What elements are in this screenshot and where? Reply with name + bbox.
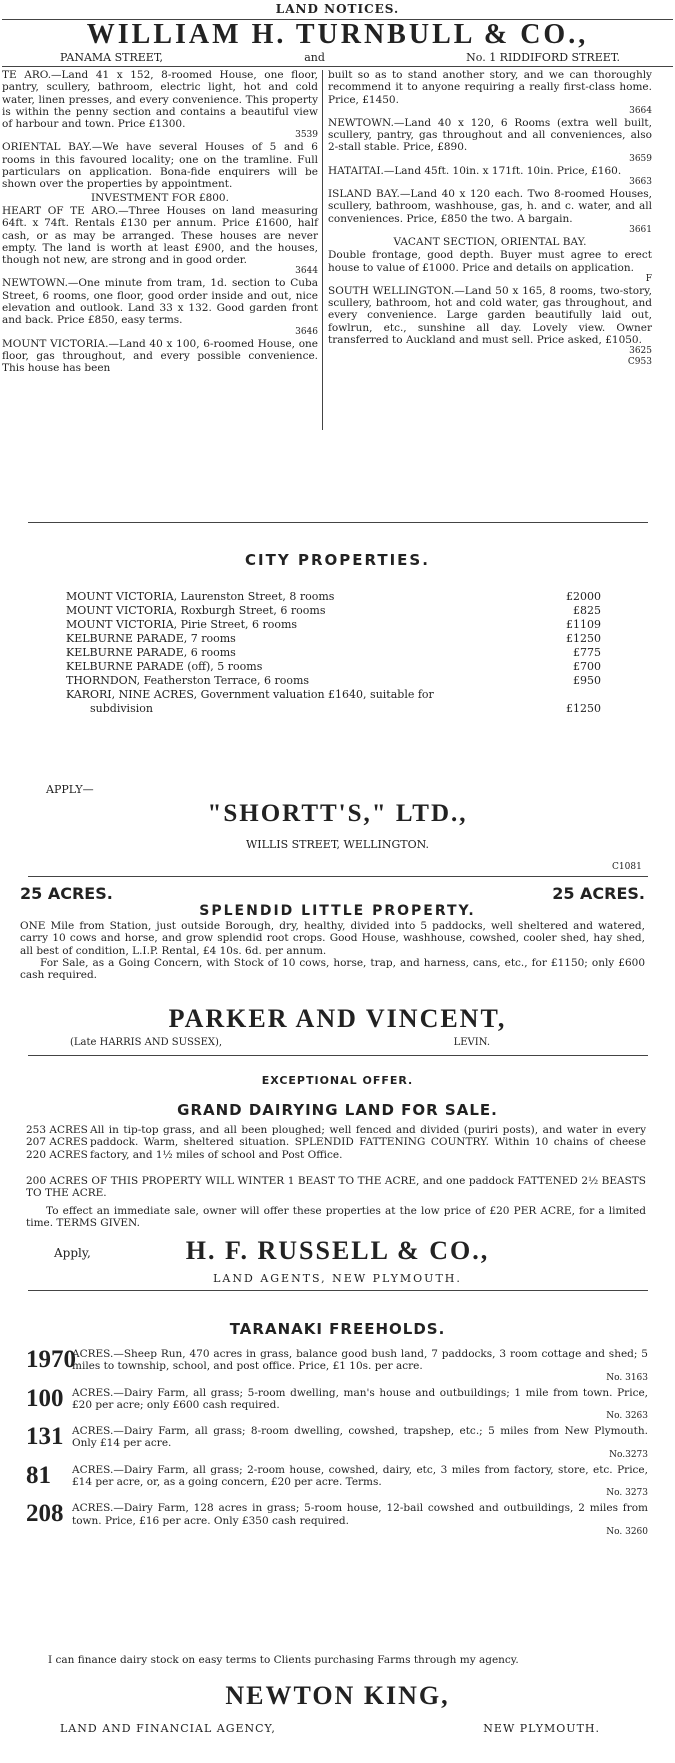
farm-listing bbox=[26, 1461, 648, 1499]
farm-acreage: 131 bbox=[26, 1423, 64, 1451]
acres-220: 220 ACRES bbox=[26, 1148, 88, 1161]
karori-price: £1250 bbox=[566, 702, 601, 715]
farm-number: No.3273 bbox=[609, 1449, 648, 1460]
city-property-row bbox=[66, 590, 601, 604]
karori-line: KARORI, NINE ACRES, Government valuation £1640, suitable for bbox=[66, 688, 434, 701]
dairying-title: GRAND DAIRYING LAND FOR SALE. bbox=[177, 1101, 498, 1119]
farm-description: ACRES.—Dairy Farm, all grass; 8-room dwelling, cowshed, trapshep, etc.; 5 miles from New Plymouth. Only £14 per acre. bbox=[72, 1425, 648, 1450]
turnbull-firm-name: WILLIAM H. TURNBULL & CO., bbox=[86, 19, 589, 50]
acres-body-2: For Sale, as a Going Concern, with Stock of 10 cows, horse, trap, and harness, cans, etc., for £1150; only £600 cash required. bbox=[20, 956, 645, 982]
farm-acreage: 81 bbox=[26, 1461, 51, 1489]
right_col-entry-text: ISLAND BAY.—Land 40 x 120 each. Two 8-roomed Houses, scullery, bathroom, washhouse, gas, h. and c. water, and all conveniences. Price, £850 the two. A bargain. bbox=[328, 188, 652, 225]
right_col-entry-number: 3663 bbox=[629, 177, 652, 188]
acres-253: 253 ACRES bbox=[26, 1124, 88, 1136]
dairy-apply: Apply, bbox=[54, 1246, 91, 1260]
right_col-entry-number: F bbox=[645, 273, 652, 284]
city-apply: APPLY— bbox=[46, 783, 94, 796]
newton-sub-left: LAND AND FINANCIAL AGENCY, bbox=[60, 1722, 276, 1735]
right_col-entry bbox=[328, 188, 652, 235]
dairy-winter: 200 ACRES OF THIS PROPERTY WILL WINTER 1 BEAST TO THE ACRE, and one paddock FATTENED 2½ BEASTS TO THE ACRE. bbox=[26, 1175, 646, 1200]
right_col-entry-number: 3625 bbox=[629, 346, 652, 357]
farm-number: No. 3263 bbox=[606, 1411, 648, 1422]
shortts-code: C1081 bbox=[612, 862, 642, 872]
right_col-entry-number: 3659 bbox=[629, 153, 652, 164]
shortts-address: WILLIS STREET, WELLINGTON. bbox=[245, 838, 430, 851]
right_col-entry-number: 3661 bbox=[629, 224, 652, 235]
right-column bbox=[328, 69, 652, 368]
parker-town: LEVIN. bbox=[453, 1037, 490, 1048]
city-property-row bbox=[66, 604, 601, 618]
left_col-entry-text: NEWTOWN.—One minute from tram, 1d. section to Cuba Street, 6 rooms, one floor, good order inside and out, nice elevation and outlook. Land 33 x 132. Good garden front and back. Price £850, easy terms. bbox=[2, 277, 318, 327]
right_col-entry bbox=[328, 236, 652, 248]
exceptional-offer: EXCEPTIONAL OFFER. bbox=[261, 1074, 414, 1087]
address-and: and bbox=[304, 51, 325, 64]
newton-king-firm: NEWTON KING, bbox=[225, 1681, 450, 1710]
city-property-name: KELBURNE PARADE, 7 rooms bbox=[66, 632, 236, 645]
left_col-entry-number: 3646 bbox=[295, 326, 318, 337]
address-left: PANAMA STREET, bbox=[60, 51, 164, 64]
farm-description: ACRES.—Dairy Farm, 128 acres in grass; 5-room house, 12-bail cowshed and outbuildings, 2 miles from town. Price, £16 per acre. Only £350 cash required. bbox=[72, 1502, 648, 1527]
left_col-entry bbox=[2, 277, 318, 336]
shortts-firm: "SHORTT'S," LTD., bbox=[207, 800, 468, 827]
left_col-entry-number: 3644 bbox=[295, 266, 318, 277]
right_col-entry-number: 3664 bbox=[629, 105, 652, 116]
city-property-name: MOUNT VICTORIA, Pirie Street, 6 rooms bbox=[66, 618, 298, 631]
dairy-effect: To effect an immediate sale, owner will offer these properties at the low price of £20 PER ACRE, for a limited time. TERMS GIVEN. bbox=[26, 1205, 646, 1230]
newton-sub-right: NEW PLYMOUTH. bbox=[483, 1722, 600, 1735]
left_col-entry-text: INVESTMENT FOR £800. bbox=[91, 191, 229, 204]
city-property-row bbox=[66, 632, 601, 646]
city-property-price: £1250 bbox=[566, 632, 601, 645]
city-property-price: £700 bbox=[573, 660, 601, 673]
left_col-entry-text: MOUNT VICTORIA.—Land 40 x 100, 6-roomed House, one floor, gas throughout, and every possible convenience. This house has been bbox=[2, 337, 318, 375]
farm-listing bbox=[26, 1502, 648, 1537]
city-property-name: MOUNT VICTORIA, Roxburgh Street, 6 rooms bbox=[66, 604, 326, 617]
left_col-entry-text: TE ARO.—Land 41 x 152, 8-roomed House, one floor, pantry, scullery, bathroom, electric light, hot and cold water, linen presses, and every convenience. This property is within the penny section and contains a beautiful view of harbour and town. Price £1300. bbox=[2, 69, 318, 131]
taranaki-finance: I can finance dairy stock on easy terms to Clients purchasing Farms through my agency. bbox=[48, 1654, 519, 1666]
left_col-entry bbox=[2, 192, 318, 204]
city-properties-title: CITY PROPERTIES. bbox=[245, 551, 430, 569]
parker-vincent-firm: PARKER AND VINCENT, bbox=[168, 1004, 507, 1033]
right_col-entry-text: Double frontage, good depth. Buyer must agree to erect house to value of £1000. Price and details on application. bbox=[328, 249, 652, 274]
city-property-row bbox=[66, 646, 601, 660]
farm-listing bbox=[26, 1348, 648, 1383]
farm-acreage: 1970 bbox=[26, 1346, 76, 1373]
right_col-entry bbox=[328, 165, 652, 187]
city-property-row bbox=[66, 618, 601, 632]
city-property-name: MOUNT VICTORIA, Laurenston Street, 8 rooms bbox=[66, 590, 335, 603]
right_col-entry-text: SOUTH WELLINGTON.—Land 50 x 165, 8 rooms, two-story, scullery, bathroom, hot and cold water, gas throughout, and every convenience. Large garden beautifully laid out, fowlrun, etc., sunshine all day. Lovely view. Owner transferred to Auckland and must sell. Price asked, £1050. bbox=[328, 284, 652, 347]
farm-description: ACRES.—Dairy Farm, all grass; 2-room house, cowshed, dairy, etc, 3 miles from factory, store, etc. Price, £14 per acre, or, as a going concern, £20 per acre. Terms. bbox=[72, 1463, 648, 1489]
right_col-entry-number: C953 bbox=[627, 357, 652, 368]
land-notices-header: LAND NOTICES. bbox=[275, 2, 400, 16]
city-property-row bbox=[66, 674, 601, 688]
acres-body-1: ONE Mile from Station, just outside Borough, dry, healthy, divided into 5 paddocks, well sheltered and watered, carry 10 cows and horse, and grow splendid root crops. Good House, washhouse, cowshed, cooler shed, hay shed, all best of condition, L.I.P. Rental, £4 10s. 6d. per annum. bbox=[20, 920, 645, 957]
city-property-name: KELBURNE PARADE (off), 5 rooms bbox=[66, 660, 263, 673]
left_col-entry bbox=[2, 205, 318, 276]
right_col-entry bbox=[328, 69, 652, 116]
right_col-entry-text: HATAITAI.—Land 45ft. 10in. x 171ft. 10in. Price, £160. bbox=[328, 164, 622, 177]
farm-description: ACRES.—Sheep Run, 470 acres in grass, balance good bush land, 7 paddocks, 3 room cottage and shed; 5 miles to township, school, and post office. Price, £1 10s. per acre. bbox=[72, 1348, 648, 1373]
left_col-entry bbox=[2, 69, 318, 140]
right_col-entry bbox=[328, 357, 652, 367]
address-right: No. 1 RIDDIFORD STREET. bbox=[466, 51, 620, 64]
farm-listing bbox=[26, 1425, 648, 1460]
russell-sub: LAND AGENTS, NEW PLYMOUTH. bbox=[213, 1272, 462, 1285]
right_col-entry-text: NEWTOWN.—Land 40 x 120, 6 Rooms (extra well built, scullery, pantry, gas throughout and all conveniences, also 2-stall stable. Price, £890. bbox=[328, 116, 652, 154]
left_col-entry bbox=[2, 338, 318, 375]
right_col-entry bbox=[328, 117, 652, 164]
city-property-price: £950 bbox=[573, 674, 601, 687]
acres-right: 25 ACRES. bbox=[552, 884, 645, 903]
acres-207: 207 ACRES bbox=[26, 1136, 88, 1149]
city-properties-list bbox=[66, 590, 601, 688]
left_col-entry-text: ORIENTAL BAY.—We have several Houses of 5 and 6 rooms in this favoured locality; one on the tramline. Full particulars on application. Bona-fide enquirers will be shown over the properties by appointment. bbox=[2, 141, 318, 191]
right_col-entry-text: built so as to stand another story, and we can thoroughly recommend it to anyone requiring a really first-class home. Price, £1450. bbox=[328, 69, 652, 106]
taranaki-farms bbox=[26, 1344, 648, 1537]
left_col-entry-number: 3539 bbox=[295, 130, 318, 141]
city-property-row bbox=[66, 660, 601, 674]
city-property-name: THORNDON, Featherston Terrace, 6 rooms bbox=[66, 674, 310, 687]
dairy-acres-text: All in tip-top grass, and all been ploughed; well fenced and divided (puriri posts), and water in every paddock. Warm, sheltered situation. SPLENDID FATTENING COUNTRY. Within 10 chains of cheese factory, and 1½ miles of school and Post Office. bbox=[90, 1124, 646, 1161]
city-property-price: £825 bbox=[573, 604, 601, 617]
city-property-price: £2000 bbox=[566, 590, 601, 603]
parker-late: (Late HARRIS AND SUSSEX), bbox=[70, 1037, 223, 1048]
right_col-entry bbox=[328, 249, 652, 284]
russell-firm: H. F. RUSSELL & CO., bbox=[185, 1236, 490, 1265]
farm-listing bbox=[26, 1384, 648, 1422]
right_col-entry bbox=[328, 285, 652, 356]
city-property-price: £1109 bbox=[566, 618, 601, 631]
taranaki-title: TARANAKI FREEHOLDS. bbox=[229, 1320, 446, 1338]
splendid-title: SPLENDID LITTLE PROPERTY. bbox=[199, 903, 476, 919]
left-column bbox=[2, 69, 318, 376]
karori-subdivision: subdivision bbox=[90, 702, 153, 715]
city-property-price: £775 bbox=[573, 646, 601, 659]
farm-description: ACRES.—Dairy Farm, all grass; 5-room dwelling, man's house and outbuildings; 1 mile from town. Price, £20 per acre; only £600 cash required. bbox=[72, 1386, 648, 1411]
farm-number: No. 3273 bbox=[606, 1488, 648, 1499]
city-property-name: KELBURNE PARADE, 6 rooms bbox=[66, 646, 236, 659]
left_col-entry bbox=[2, 141, 318, 190]
right_col-entry-text: VACANT SECTION, ORIENTAL BAY. bbox=[393, 235, 587, 248]
farm-number: No. 3260 bbox=[606, 1526, 648, 1537]
farm-acreage: 100 bbox=[26, 1384, 64, 1412]
acres-left: 25 ACRES. bbox=[20, 884, 113, 903]
farm-number: No. 3163 bbox=[606, 1372, 648, 1383]
left_col-entry-text: HEART OF TE ARO.—Three Houses on land measuring 64ft. x 74ft. Rentals £130 per annum. Price £1600, half cash, or as may be arranged. These houses are never empty. The land is worth at least £900, and the houses, though not new, are strong and in good order. bbox=[2, 204, 318, 267]
farm-acreage: 208 bbox=[26, 1500, 64, 1528]
